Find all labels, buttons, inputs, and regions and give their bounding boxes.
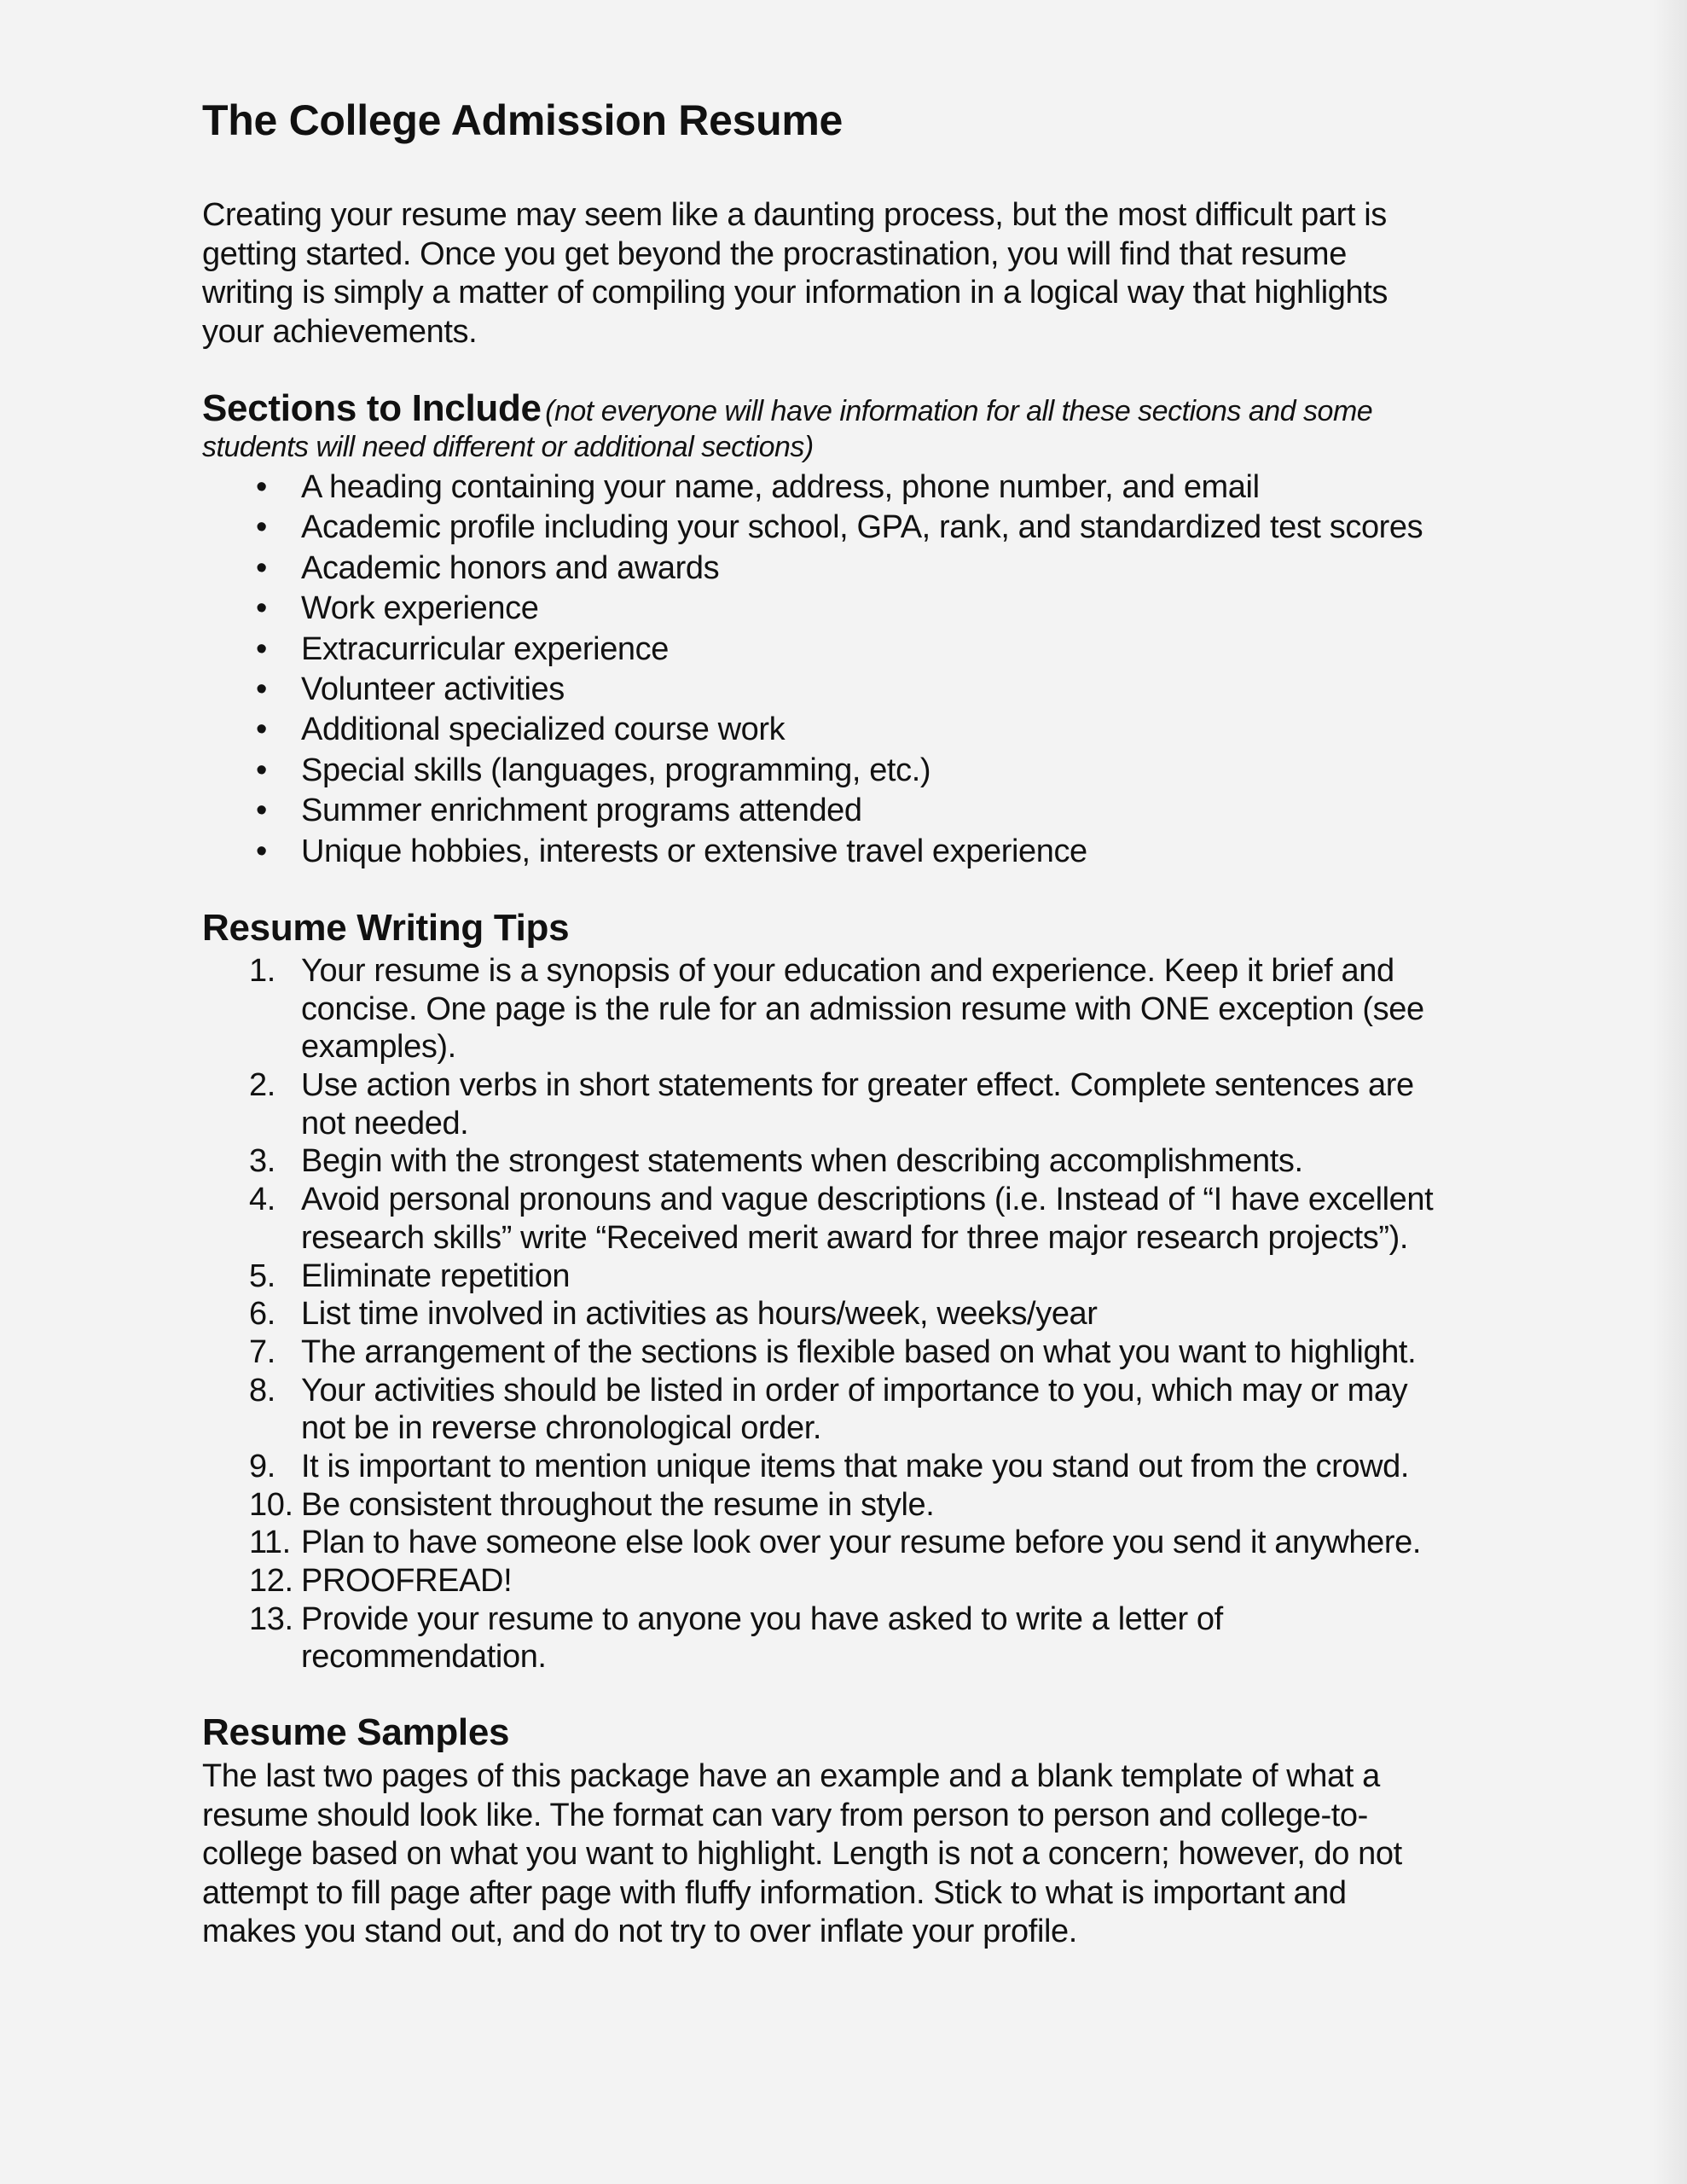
bullet-icon: • xyxy=(256,469,267,505)
tip-line xyxy=(0,1409,1687,1448)
bullet-icon: • xyxy=(256,833,267,869)
tip-text: not needed. xyxy=(301,1105,469,1141)
page-title: The College Admission Resume xyxy=(202,96,844,144)
list-item xyxy=(0,751,1687,791)
tip-line xyxy=(0,1295,1687,1333)
samples-line: resume should look like. The format can vary from person to person and college-to- xyxy=(202,1797,1368,1833)
sections-heading: Sections to Include xyxy=(202,387,542,429)
list-item xyxy=(0,630,1687,670)
bullet-icon: • xyxy=(256,752,267,788)
list-item-text: Work experience xyxy=(301,590,539,627)
sections-heading-line xyxy=(202,387,1372,430)
intro-line: your achievements. xyxy=(202,313,478,350)
sections-list xyxy=(0,468,1687,872)
intro-line: writing is simply a matter of compiling your information in a logical way that highlights xyxy=(202,275,1388,311)
list-item xyxy=(0,549,1687,589)
tip-line xyxy=(0,1028,1687,1066)
list-item xyxy=(0,791,1687,831)
samples-heading: Resume Samples xyxy=(202,1711,510,1753)
tip-line xyxy=(0,1105,1687,1143)
tip-number: 10. xyxy=(249,1486,293,1523)
tip-line xyxy=(0,1600,1687,1639)
tip-line xyxy=(0,1066,1687,1105)
tip-line xyxy=(0,1258,1687,1296)
tip-line xyxy=(0,1562,1687,1600)
bullet-icon: • xyxy=(256,793,267,829)
tip-text: concise. One page is the rule for an admission resume with ONE exception (see xyxy=(301,990,1424,1027)
sections-note-cont: students will need different or additional sections) xyxy=(202,431,814,463)
tip-line xyxy=(0,1372,1687,1410)
list-item xyxy=(0,832,1687,872)
tip-number: 5. xyxy=(249,1258,275,1294)
tip-line xyxy=(0,1448,1687,1486)
tips-list xyxy=(0,952,1687,1676)
tip-text: Provide your resume to anyone you have asked to write a letter of xyxy=(301,1600,1223,1637)
tip-text: PROOFREAD! xyxy=(301,1563,513,1599)
list-item-text: Additional specialized course work xyxy=(301,712,786,748)
tip-line xyxy=(0,1181,1687,1219)
tip-text: Avoid personal pronouns and vague descriptions (i.e. Instead of “I have excellent xyxy=(301,1182,1434,1218)
tip-number: 12. xyxy=(249,1563,293,1599)
tip-text: It is important to mention unique items that make you stand out from the crowd. xyxy=(301,1448,1410,1484)
samples-line: college based on what you want to highlight. Length is not a concern; however, do not xyxy=(202,1836,1402,1872)
tip-number: 1. xyxy=(249,953,275,989)
bullet-icon: • xyxy=(256,671,267,707)
samples-paragraph xyxy=(202,1757,1402,1952)
tip-number: 2. xyxy=(249,1067,275,1104)
tip-line xyxy=(0,1638,1687,1676)
tip-text: Plan to have someone else look over your resume before you send it anywhere. xyxy=(301,1525,1422,1561)
list-item-text: Volunteer activities xyxy=(301,671,565,707)
list-item xyxy=(0,589,1687,629)
list-item-text: Extracurricular experience xyxy=(301,630,669,667)
tip-line xyxy=(0,1486,1687,1525)
bullet-icon: • xyxy=(256,630,267,667)
bullet-icon: • xyxy=(256,712,267,748)
list-item xyxy=(0,670,1687,710)
tip-text: The arrangement of the sections is flexible based on what you want to highlight. xyxy=(301,1333,1417,1370)
list-item-text: Academic honors and awards xyxy=(301,549,720,586)
tip-number: 13. xyxy=(249,1600,293,1637)
bullet-icon: • xyxy=(256,590,267,627)
tip-text: Your resume is a synopsis of your education and experience. Keep it brief and xyxy=(301,953,1394,989)
tip-text: Your activities should be listed in order of importance to you, which may or may xyxy=(301,1372,1408,1409)
intro-line: Creating your resume may seem like a daunting process, but the most difficult part is xyxy=(202,197,1387,233)
tip-number: 11. xyxy=(249,1525,291,1561)
tip-number: 8. xyxy=(249,1372,275,1409)
list-item-text: Unique hobbies, interests or extensive travel experience xyxy=(301,833,1087,869)
tip-text: research skills” write “Received merit award for three major research projects”). xyxy=(301,1219,1408,1256)
tip-number: 6. xyxy=(249,1296,275,1333)
samples-line: makes you stand out, and do not try to over inflate your profile. xyxy=(202,1914,1077,1949)
list-item-text: A heading containing your name, address, phone number, and email xyxy=(301,469,1260,505)
intro-line: getting started. Once you get beyond the procrastination, you will find that resume xyxy=(202,235,1347,272)
list-item xyxy=(0,508,1687,548)
tip-line xyxy=(0,1219,1687,1258)
list-item-text: Academic profile including your school, GPA, rank, and standardized test scores xyxy=(301,509,1423,546)
tip-line xyxy=(0,990,1687,1029)
tips-heading: Resume Writing Tips xyxy=(202,907,570,949)
tip-number: 7. xyxy=(249,1333,275,1370)
tip-text: Begin with the strongest statements when describing accomplishments. xyxy=(301,1143,1303,1180)
tip-line xyxy=(0,1524,1687,1562)
tip-text: examples). xyxy=(301,1029,456,1066)
list-item-text: Summer enrichment programs attended xyxy=(301,793,862,829)
list-item-text: Special skills (languages, programming, etc.) xyxy=(301,752,931,788)
tip-line xyxy=(0,952,1687,990)
samples-line: The last two pages of this package have an example and a blank template of what a xyxy=(202,1758,1380,1794)
tip-text: not be in reverse chronological order. xyxy=(301,1410,822,1447)
tip-number: 4. xyxy=(249,1182,275,1218)
tip-number: 9. xyxy=(249,1448,275,1484)
tip-line xyxy=(0,1333,1687,1372)
list-item xyxy=(0,710,1687,750)
tip-text: recommendation. xyxy=(301,1639,547,1676)
tip-text: List time involved in activities as hours/week, weeks/year xyxy=(301,1296,1098,1333)
tip-text: Be consistent throughout the resume in style. xyxy=(301,1486,935,1523)
tip-number: 3. xyxy=(249,1143,275,1180)
list-item xyxy=(0,468,1687,508)
tip-line xyxy=(0,1142,1687,1181)
tip-text: Eliminate repetition xyxy=(301,1258,571,1294)
tip-text: Use action verbs in short statements for greater effect. Complete sentences are xyxy=(301,1067,1414,1104)
intro-paragraph xyxy=(202,196,1388,351)
bullet-icon: • xyxy=(256,509,267,546)
sections-note: (not everyone will have information for all these sections and some xyxy=(545,395,1373,427)
samples-line: attempt to fill page after page with fluffy information. Stick to what is important and xyxy=(202,1874,1347,1911)
bullet-icon: • xyxy=(256,549,267,586)
